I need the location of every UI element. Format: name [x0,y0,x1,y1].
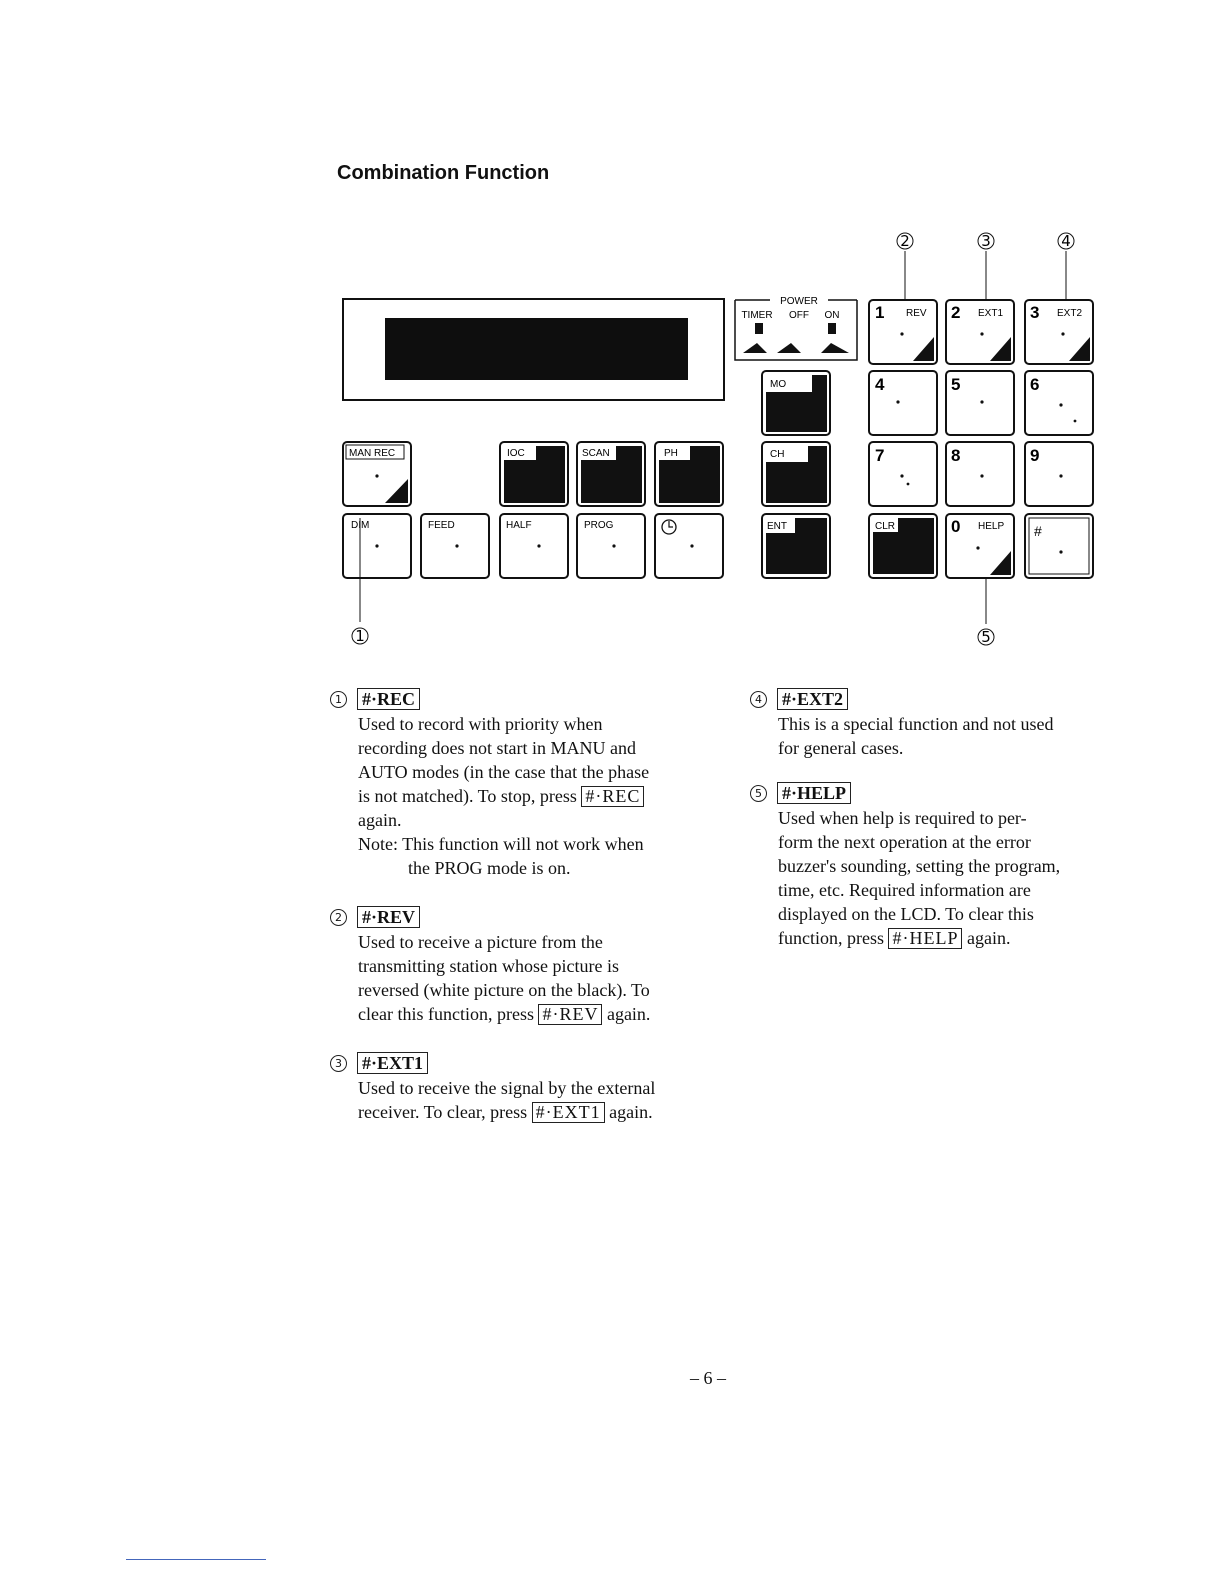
power-label-off: OFF [789,310,809,321]
inline-key: #·REV [538,1004,602,1025]
body-after: again. [966,928,1011,948]
svg-text:0: 0 [951,517,961,536]
key-feed [421,514,489,578]
svg-text:ENT: ENT [767,521,787,532]
svg-text:3: 3 [981,232,991,250]
callout-4 [1058,232,1074,300]
key-4 [869,371,937,435]
svg-text:2: 2 [951,303,961,322]
svg-text:HALF: HALF [506,520,532,531]
item-key: #·REV [357,906,420,928]
item-number: 2 [330,909,347,926]
key-hash [1025,514,1093,578]
body-line: for general cases. [778,738,904,758]
item-number: 4 [750,691,767,708]
footer-rule [126,1559,266,1560]
item-key: #·EXT2 [777,688,848,710]
body-line: Used to receive the signal by the external [358,1078,656,1098]
key-7 [869,442,937,506]
svg-text:CLR: CLR [875,521,896,532]
key-scan [577,442,645,506]
svg-text:PH: PH [664,448,678,459]
svg-text:5: 5 [981,628,991,646]
svg-text:#: # [1034,523,1042,539]
item-key: #·EXT1 [357,1052,428,1074]
power-title: POWER [780,296,818,307]
key-5 [946,371,1014,435]
svg-text:5: 5 [951,375,961,394]
callout-3 [978,232,994,300]
svg-text:HELP: HELP [978,521,1005,532]
key-dim [343,514,411,578]
body-line: AUTO modes (in the case that the phase [358,762,650,782]
svg-text:1: 1 [355,627,365,645]
svg-text:FEED: FEED [428,520,455,531]
svg-text:2: 2 [900,232,910,250]
inline-key: #·HELP [888,928,962,949]
svg-text:PROG: PROG [584,520,614,531]
item-number: 3 [330,1055,347,1072]
svg-text:MO: MO [770,379,787,390]
item-number: 5 [750,785,767,802]
body-line: form the next operation at the error [778,832,1031,852]
note-continuation: the PROG mode is on. [408,858,571,878]
key-ioc [500,442,568,506]
svg-text:CH: CH [770,449,785,460]
key-clr [869,514,937,578]
svg-text:MAN REC: MAN REC [349,448,396,459]
key-clock [655,514,723,578]
body-line: Used to receive a picture from the [358,932,603,952]
body-line: clear this function, press [358,1004,534,1024]
right-column [750,688,1120,968]
body-after: again. [609,1102,653,1122]
item-rec [330,688,700,880]
control-panel-diagram [0,0,1224,660]
body-line: receiver. To clear, press [358,1102,528,1122]
item-ext1 [330,1052,700,1124]
key-1-rev [869,300,937,364]
key-3-ext2 [1025,300,1093,364]
callout-5 [978,578,994,646]
item-number: 1 [330,691,347,708]
body-line: is not matched). To stop, press [358,786,577,806]
lcd-screen [385,318,688,380]
body-line: time, etc. Required information are [778,880,1031,900]
svg-text:IOC: IOC [507,448,525,459]
svg-text:SCAN: SCAN [582,448,610,459]
key-9 [1025,442,1093,506]
item-ext2 [750,688,1120,760]
svg-text:8: 8 [951,446,961,465]
note-line: Note: This function will not work when [358,834,644,854]
key-6 [1025,371,1093,435]
body-line: Used when help is required to per- [778,808,1027,828]
key-mo [762,371,830,435]
svg-text:EXT1: EXT1 [978,308,1004,319]
svg-text:4: 4 [875,375,885,394]
key-ent [762,514,830,578]
svg-text:3: 3 [1030,303,1040,322]
body-after: again. [606,1004,651,1024]
svg-text:DIM: DIM [351,520,370,531]
power-label-on: ON [824,310,840,321]
body-line: buzzer's sounding, setting the program, [778,856,1061,876]
section-heading: Combination Function [337,162,550,184]
body-line: function, press [778,928,884,948]
body-line: again. [358,810,402,830]
svg-text:REV: REV [906,308,927,319]
svg-text:9: 9 [1030,446,1040,465]
key-0-help [946,514,1014,578]
svg-text:4: 4 [1061,232,1071,250]
item-key: #·HELP [777,782,851,804]
key-ph [655,442,723,506]
body-line: recording does not start in MANU and [358,738,636,758]
inline-key: #·EXT1 [532,1102,605,1123]
callout-2 [897,232,913,300]
item-rev [330,906,700,1026]
body-line: reversed (white picture on the black). To [358,980,650,1000]
svg-text:6: 6 [1030,375,1040,394]
left-column [330,688,700,1142]
body-line: Used to record with priority when [358,714,603,734]
body-line: transmitting station whose picture is [358,956,619,976]
body-line: displayed on the LCD. To clear this [778,904,1034,924]
callout-1 [352,518,368,645]
key-man-rec [343,442,411,506]
power-label-timer: TIMER [741,310,773,321]
item-help [750,782,1120,950]
key-prog [577,514,645,578]
key-half [500,514,568,578]
svg-text:7: 7 [875,446,885,465]
svg-text:EXT2: EXT2 [1057,308,1083,319]
power-switch-block [735,296,857,360]
svg-text:1: 1 [875,303,885,322]
key-8 [946,442,1014,506]
body-line: This is a special function and not used [778,714,1054,734]
key-2-ext1 [946,300,1014,364]
key-ch [762,442,830,506]
page-number: – 6 – [690,1368,726,1388]
inline-key: #·REC [581,786,644,807]
item-key: #·REC [357,688,420,710]
